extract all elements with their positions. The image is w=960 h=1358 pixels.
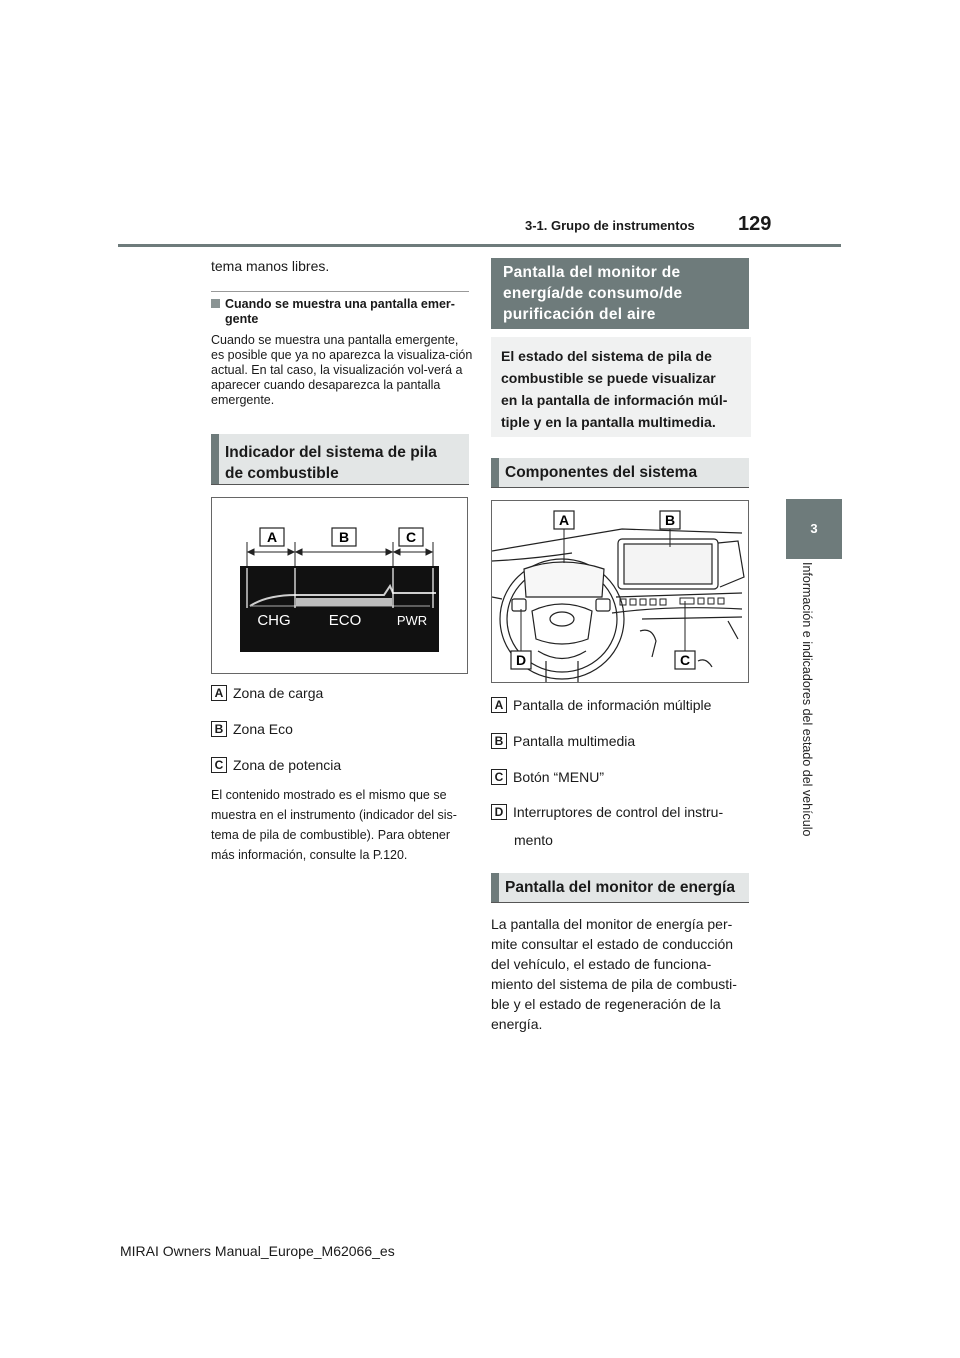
legend-text: Zona Eco: [233, 721, 293, 737]
fig-label-a: A: [266, 529, 278, 545]
legend-letter: A: [211, 685, 227, 701]
header-rule: [118, 244, 841, 247]
legend-text: Pantalla multimedia: [513, 733, 636, 749]
note-body: Cuando se muestra una pantalla emergente, es posible que ya no aparezca la visualiza-ción actual. En tal caso, la visualización vol-verá a aparecer cuando desaparezca la pantalla emergente.: [211, 333, 473, 407]
zone-eco-label: ECO: [328, 612, 362, 629]
energy-monitor-main-heading: Pantalla del monitor de energía/de consumo/de purificación del aire: [491, 258, 749, 329]
fig-label-b: B: [338, 529, 350, 545]
energy-intro-box: El estado del sistema de pila de combustible se puede visualizar en la pantalla de información múl- tiple y en la pantalla multimedia.: [491, 337, 751, 437]
components-heading: Componentes del sistema: [491, 458, 749, 487]
square-bullet-icon: [211, 299, 220, 308]
page-number: 129: [738, 213, 772, 235]
footer-manual-id: MIRAI Owners Manual_Europe_M62066_es: [120, 1243, 395, 1259]
legend-letter: C: [491, 769, 507, 785]
intro-text-end: tema manos libres.: [211, 258, 330, 274]
legend-text: Zona de potencia: [233, 757, 342, 773]
fuel-indicator-illustration: [212, 498, 467, 673]
fuel-indicator-description: El contenido mostrado es el mismo que se muestra en el instrumento (indicador del sis- tema de pila de combustible). Para obtener más información, consulte la P.120.: [211, 788, 457, 862]
chapter-number-tab[interactable]: 3: [786, 499, 842, 559]
legend-letter: D: [491, 804, 507, 820]
legend-text: Zona de carga: [233, 685, 324, 701]
note-heading: Cuando se muestra una pantalla emer- gente: [211, 297, 469, 327]
section-header-title: 3-1. Grupo de instrumentos: [525, 218, 695, 233]
watermark: carmanualsonline.info: [726, 1332, 932, 1353]
chapter-title-text: Información e indicadores del estado del vehículo: [800, 562, 814, 837]
energy-monitor-heading: Pantalla del monitor de energía: [491, 873, 749, 902]
legend-text-continuation: mento: [514, 832, 553, 848]
legend-text: Interruptores de control del instru-: [513, 804, 724, 820]
fig-label-d: D: [515, 652, 527, 668]
heading-rule: [211, 484, 469, 485]
fig-label-c: C: [679, 652, 691, 668]
dashboard-illustration: [492, 501, 748, 682]
legend-letter: B: [491, 733, 507, 749]
legend-letter: C: [211, 757, 227, 773]
zone-pwr-label: PWR: [396, 613, 428, 628]
heading-rule: [491, 487, 749, 488]
fig-label-c: C: [405, 529, 417, 545]
legend-letter: B: [211, 721, 227, 737]
energy-monitor-body: La pantalla del monitor de energía per- mite consultar el estado de conducción del vehículo, el estado de funciona- miento del sistema de pila de combusti- ble y el estado de regeneración de la energía.: [491, 916, 737, 1032]
legend-letter: A: [491, 697, 507, 713]
fig-label-b: B: [664, 512, 676, 528]
note-separator: [211, 291, 469, 292]
fuel-indicator-figure: [211, 497, 468, 674]
legend-text: Botón “MENU”: [513, 769, 605, 785]
dashboard-figure: [491, 500, 749, 683]
heading-rule: [491, 902, 749, 903]
fig-label-a: A: [558, 512, 570, 528]
fuel-indicator-heading: Indicador del sistema de pila de combustible: [211, 434, 469, 484]
legend-text: Pantalla de información múltiple: [513, 697, 712, 713]
chapter-side-title: [786, 562, 842, 862]
zone-chg-label: CHG: [257, 612, 291, 629]
